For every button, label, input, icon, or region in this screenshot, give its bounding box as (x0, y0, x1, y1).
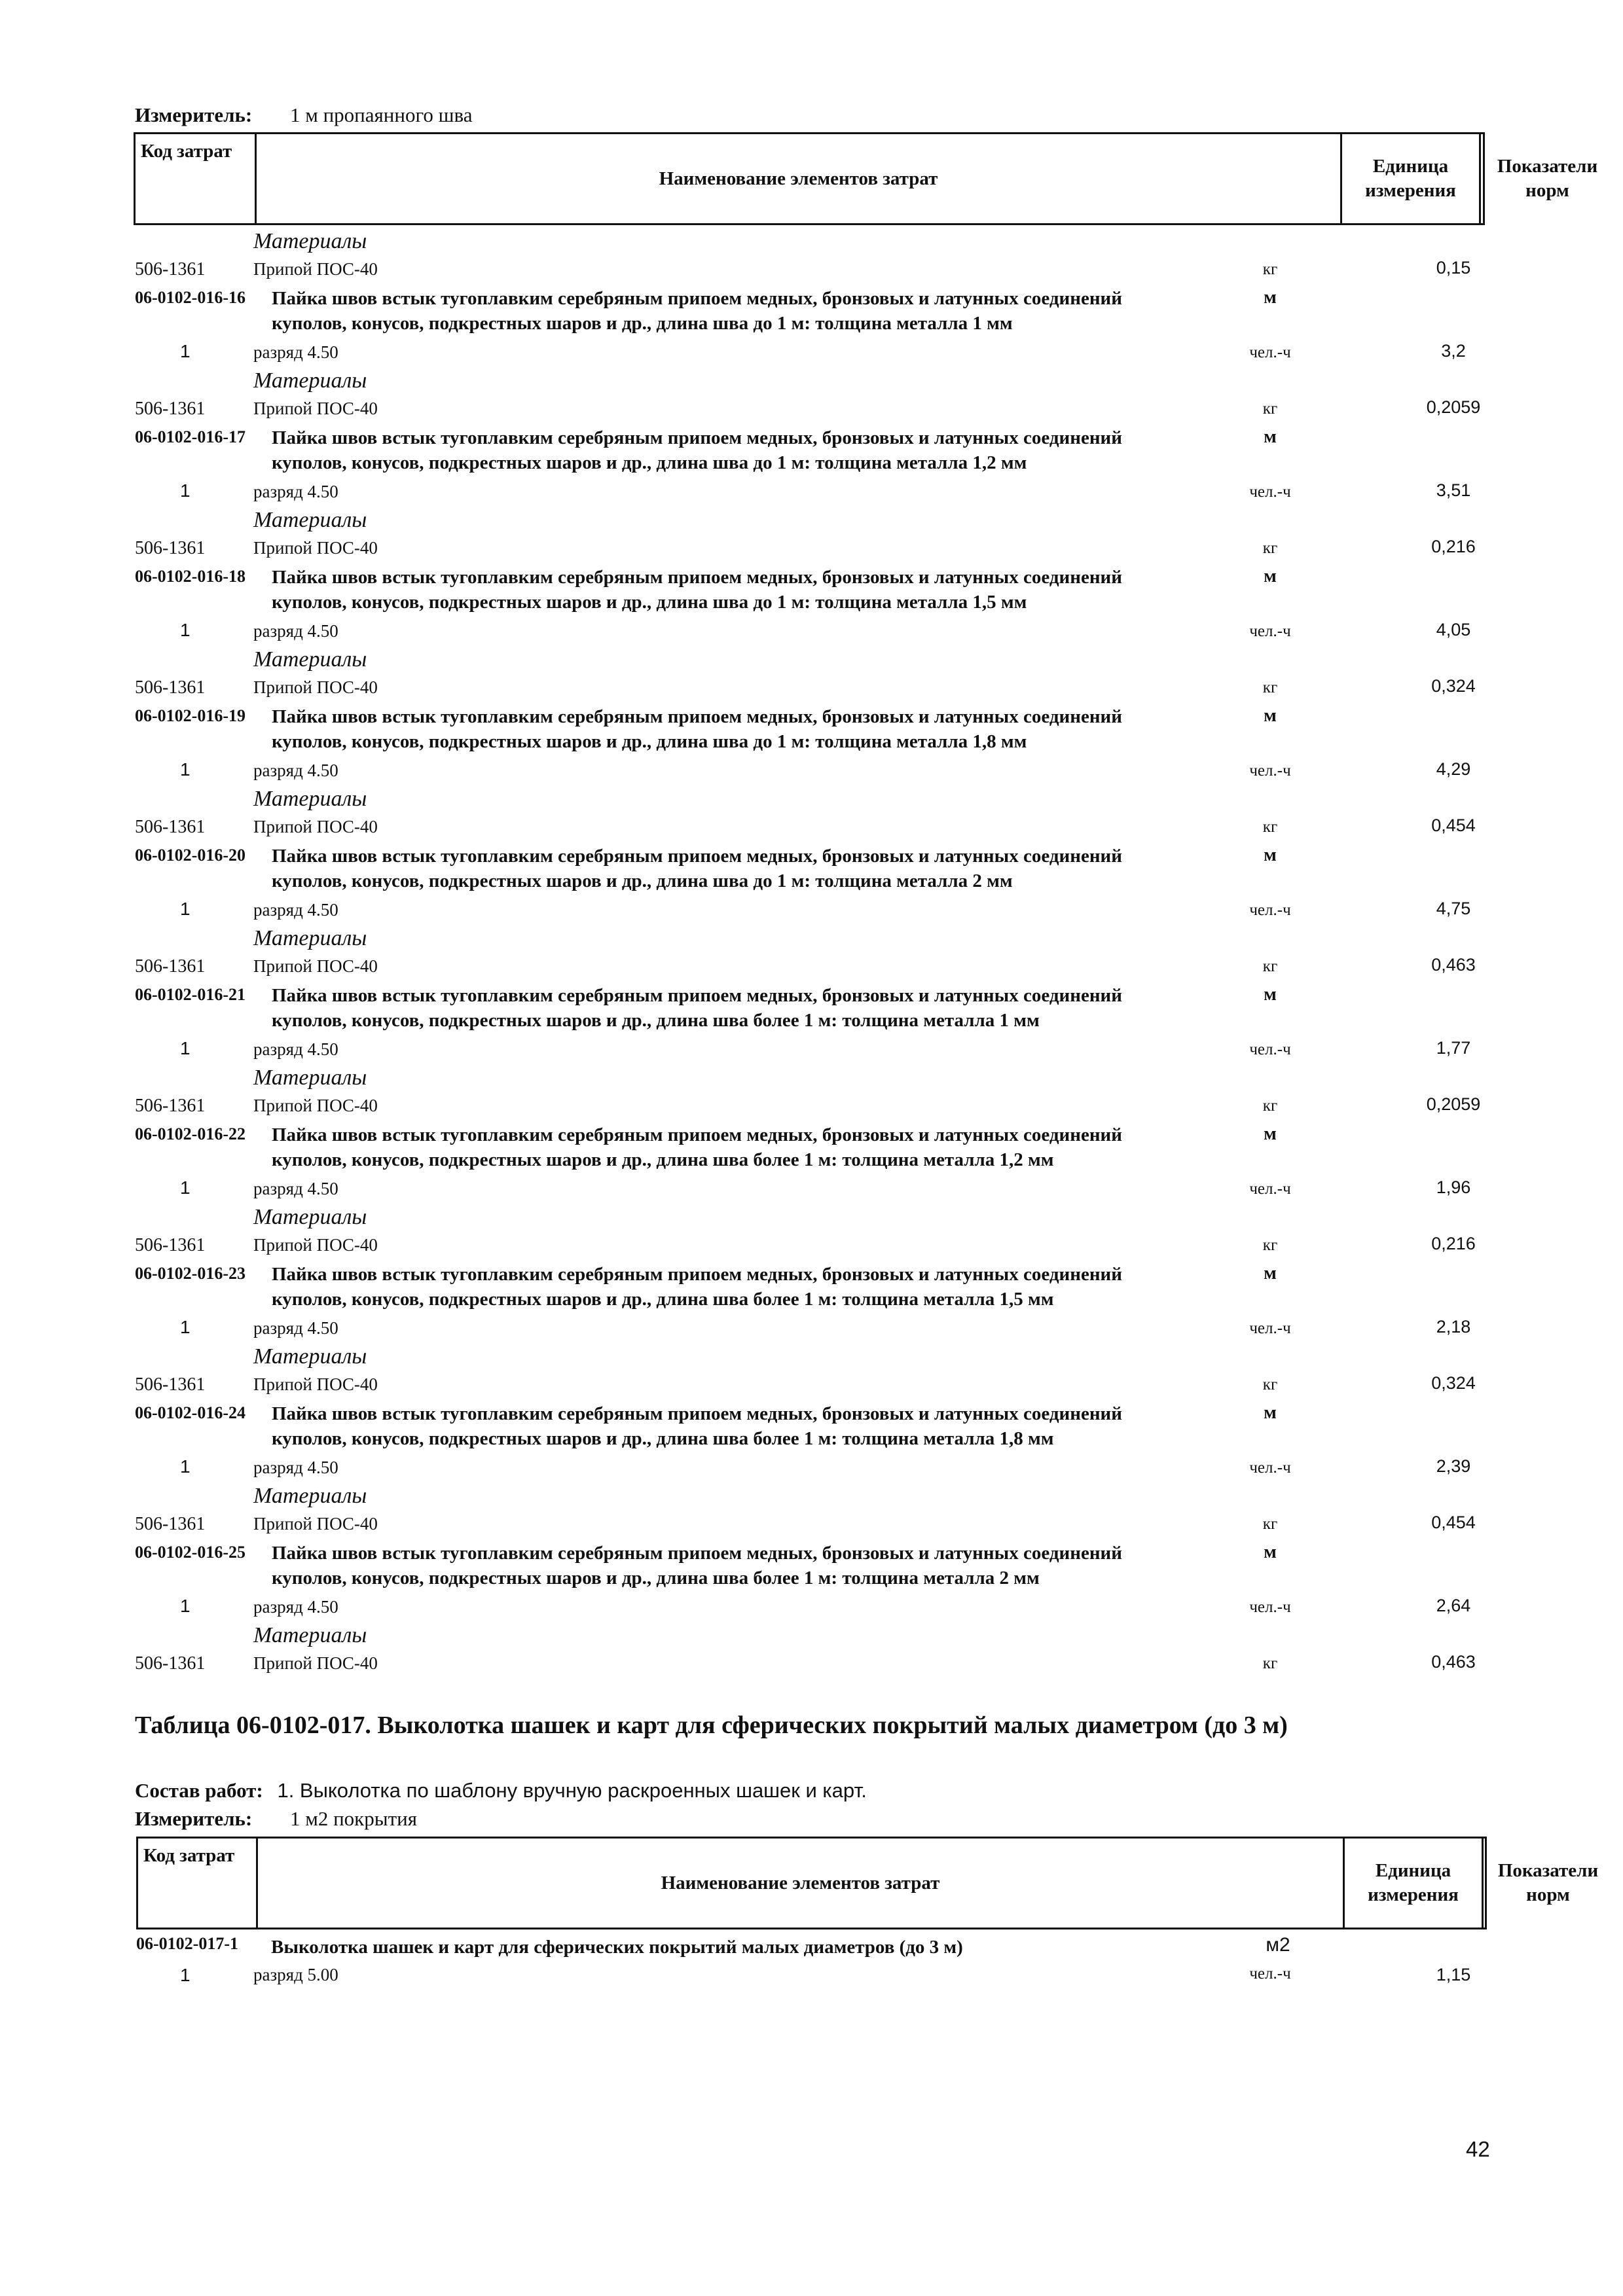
resource-name: Припой ПОС-40 (253, 1235, 378, 1255)
worker-unit: чел.-ч (1249, 762, 1291, 780)
resource-name: Припой ПОС-40 (253, 1514, 378, 1534)
measure-label: Измеритель: (135, 103, 253, 126)
resource-value: 0,2059 (1426, 1094, 1481, 1114)
table2-worker-name: разряд 5.00 (253, 1965, 338, 1984)
worker-unit: чел.-ч (1249, 1041, 1291, 1058)
materials-heading: Материалы (253, 508, 367, 532)
resource-unit: кг (1262, 539, 1278, 557)
worker-code: 1 (180, 1596, 191, 1616)
norm-title-line2: куполов, конусов, подкрестных шаров и др., длина шва более 1 м: толщина металла 1 мм (272, 1010, 1040, 1031)
norm-title-line1: Пайка швов встык тугоплавким серебряным припоем медных, бронзовых и латунных соединений (272, 1543, 1122, 1564)
norm-title-line2: куполов, конусов, подкрестных шаров и др., длина шва более 1 м: толщина металла 1,2 мм (272, 1149, 1054, 1170)
worker-code: 1 (180, 620, 191, 640)
norm-unit: м (1264, 705, 1277, 726)
resource-unit: кг (1262, 679, 1278, 696)
norm-title-line1: Пайка швов встык тугоплавким серебряным припоем медных, бронзовых и латунных соединений (272, 706, 1122, 727)
worker-grade: разряд 4.50 (253, 1179, 338, 1198)
resource-unit: кг (1262, 1515, 1278, 1533)
norm-title-line1: Пайка швов встык тугоплавким серебряным припоем медных, бронзовых и латунных соединений (272, 427, 1122, 448)
worker-unit: чел.-ч (1249, 1598, 1291, 1616)
measure-value: 1 м пропаянного шва (289, 103, 473, 126)
header-norm: Показатели норм (1479, 134, 1614, 223)
norm-title-line2: куполов, конусов, подкрестных шаров и др., длина шва до 1 м: толщина металла 1,8 мм (272, 731, 1027, 752)
header-name: Наименование элементов затрат (255, 134, 1340, 223)
table2-sostav (135, 1779, 867, 1803)
resource-name: Припой ПОС-40 (253, 956, 378, 976)
resource-code: 506-1361 (135, 677, 206, 698)
worker-unit: чел.-ч (1249, 344, 1291, 361)
resource-value: 0,454 (1431, 816, 1476, 835)
measure-value-2: 1 м2 покрытия (289, 1807, 417, 1830)
table2-worker-unit: чел.-ч (1249, 1965, 1291, 1982)
resource-unit: кг (1262, 1655, 1278, 1672)
resource-name: Припой ПОС-40 (253, 399, 378, 418)
resource-code: 506-1361 (135, 956, 206, 977)
header-unit: Единица измерения (1340, 134, 1479, 223)
resource-value: 0,2059 (1426, 397, 1481, 417)
norm-title-line1: Пайка швов встык тугоплавким серебряным припоем медных, бронзовых и латунных соединений (272, 1264, 1122, 1285)
table2-measure (135, 1807, 417, 1831)
resource-value: 0,324 (1431, 676, 1476, 696)
norm-title-line2: куполов, конусов, подкрестных шаров и др., длина шва более 1 м: толщина металла 1,8 мм (272, 1428, 1054, 1449)
norm-code: 06-0102-016-20 (135, 846, 246, 865)
worker-grade: разряд 4.50 (253, 621, 338, 641)
worker-value: 1,96 (1436, 1177, 1471, 1197)
worker-grade: разряд 4.50 (253, 1597, 338, 1617)
table2-worker-value: 1,15 (1436, 1965, 1471, 1984)
norm-title-line2: куполов, конусов, подкрестных шаров и др., длина шва до 1 м: толщина металла 1,2 мм (272, 452, 1027, 473)
norm-code: 06-0102-016-21 (135, 985, 246, 1004)
norm-title-line1: Пайка швов встык тугоплавким серебряным припоем медных, бронзовых и латунных соединений (272, 288, 1122, 309)
resource-code: 506-1361 (135, 259, 206, 279)
resource-name: Припой ПОС-40 (253, 1096, 378, 1115)
norm-unit: м (1264, 1402, 1277, 1423)
worker-value: 2,64 (1436, 1596, 1471, 1615)
worker-value: 2,18 (1436, 1317, 1471, 1336)
materials-heading: Материалы (253, 1344, 367, 1369)
norm-unit: м (1264, 1541, 1277, 1562)
table2-worker-code: 1 (180, 1965, 191, 1985)
norm-code: 06-0102-016-18 (135, 567, 246, 586)
resource-unit: кг (1262, 1376, 1278, 1393)
materials-heading: Материалы (253, 647, 367, 672)
worker-code: 1 (180, 1177, 191, 1198)
worker-grade: разряд 4.50 (253, 482, 338, 501)
norm-unit: м (1264, 984, 1277, 1005)
norm-unit: м (1264, 565, 1277, 586)
worker-code: 1 (180, 759, 191, 780)
resource-value: 0,454 (1431, 1513, 1476, 1532)
norm-title-line2: куполов, конусов, подкрестных шаров и др., длина шва до 1 м: толщина металла 1,5 мм (272, 592, 1027, 613)
resource-code: 506-1361 (135, 1653, 206, 1674)
worker-value: 4,29 (1436, 759, 1471, 779)
worker-value: 3,51 (1436, 480, 1471, 500)
header2-norm: Показатели норм (1482, 1839, 1613, 1928)
sostav-label: Состав работ: (135, 1779, 263, 1802)
worker-value: 4,05 (1436, 620, 1471, 639)
worker-grade: разряд 4.50 (253, 761, 338, 780)
resource-code: 506-1361 (135, 1235, 206, 1255)
worker-unit: чел.-ч (1249, 622, 1291, 640)
materials-heading: Материалы (253, 229, 367, 253)
sostav-value: 1. Выколотка по шаблону вручную раскроенных шашек и карт. (277, 1779, 867, 1802)
table2-header (136, 1837, 1599, 1929)
norm-code: 06-0102-016-16 (135, 288, 246, 307)
norm-code: 06-0102-016-25 (135, 1543, 246, 1562)
norm-unit: м (1264, 426, 1277, 447)
norm-title-line2: куполов, конусов, подкрестных шаров и др., длина шва до 1 м: толщина металла 1 мм (272, 313, 1013, 334)
measure-label-2: Измеритель: (135, 1807, 253, 1830)
norm-title-line1: Пайка швов встык тугоплавким серебряным припоем медных, бронзовых и латунных соединений (272, 846, 1122, 867)
worker-grade: разряд 4.50 (253, 900, 338, 920)
worker-code: 1 (180, 341, 191, 361)
resource-name: Припой ПОС-40 (253, 1653, 378, 1673)
norm-code: 06-0102-016-23 (135, 1264, 246, 1283)
resource-value: 0,463 (1431, 955, 1476, 975)
norm-unit: м (1264, 287, 1277, 308)
table2-norm-unit: м2 (1266, 1934, 1290, 1956)
worker-unit: чел.-ч (1249, 1180, 1291, 1198)
resource-value: 0,463 (1431, 1652, 1476, 1672)
worker-grade: разряд 4.50 (253, 342, 338, 362)
resource-unit: кг (1262, 400, 1278, 418)
resource-code: 506-1361 (135, 1096, 206, 1116)
materials-heading: Материалы (253, 1623, 367, 1647)
resource-code: 506-1361 (135, 1514, 206, 1534)
measure-line (135, 103, 473, 127)
resource-code: 506-1361 (135, 538, 206, 558)
resource-value: 0,216 (1431, 537, 1476, 556)
worker-grade: разряд 4.50 (253, 1039, 338, 1059)
worker-code: 1 (180, 1456, 191, 1477)
resource-name: Припой ПОС-40 (253, 1374, 378, 1394)
norm-title-line1: Пайка швов встык тугоплавким серебряным припоем медных, бронзовых и латунных соединений (272, 1403, 1122, 1424)
norm-title-line1: Пайка швов встык тугоплавким серебряным припоем медных, бронзовых и латунных соединений (272, 1124, 1122, 1145)
resource-code: 506-1361 (135, 399, 206, 419)
norm-title-line1: Пайка швов встык тугоплавким серебряным припоем медных, бронзовых и латунных соединений (272, 985, 1122, 1006)
worker-value: 3,2 (1441, 341, 1466, 361)
table2-norm-code: 06-0102-017-1 (136, 1934, 238, 1953)
worker-value: 4,75 (1436, 899, 1471, 918)
header2-name: Наименование элементов затрат (256, 1839, 1343, 1928)
resource-name: Припой ПОС-40 (253, 817, 378, 836)
header2-unit: Единица измерения (1343, 1839, 1482, 1928)
resource-name: Припой ПОС-40 (253, 538, 378, 558)
norm-title-line2: куполов, конусов, подкрестных шаров и др., длина шва более 1 м: толщина металла 2 мм (272, 1568, 1040, 1588)
norm-title-line1: Пайка швов встык тугоплавким серебряным припоем медных, бронзовых и латунных соединений (272, 567, 1122, 588)
worker-value: 1,77 (1436, 1038, 1471, 1058)
worker-grade: разряд 4.50 (253, 1458, 338, 1477)
worker-code: 1 (180, 1038, 191, 1058)
norm-unit: м (1264, 1123, 1277, 1144)
resource-unit: кг (1262, 1097, 1278, 1115)
worker-unit: чел.-ч (1249, 1319, 1291, 1337)
materials-heading: Материалы (253, 1205, 367, 1229)
header2-code: Код затрат (143, 1845, 235, 1866)
resource-name: Припой ПОС-40 (253, 259, 378, 279)
norm-title-line2: куполов, конусов, подкрестных шаров и др., длина шва до 1 м: толщина металла 2 мм (272, 870, 1013, 891)
resource-name: Припой ПОС-40 (253, 677, 378, 697)
resource-code: 506-1361 (135, 1374, 206, 1395)
resource-unit: кг (1262, 818, 1278, 836)
materials-heading: Материалы (253, 787, 367, 811)
resource-unit: кг (1262, 958, 1278, 975)
worker-grade: разряд 4.50 (253, 1318, 338, 1338)
resource-code: 506-1361 (135, 817, 206, 837)
norm-code: 06-0102-016-19 (135, 706, 246, 725)
materials-heading: Материалы (253, 926, 367, 950)
page-number: 42 (1466, 2137, 1490, 2161)
table-header (134, 132, 1598, 225)
header-code: Код затрат (141, 141, 232, 162)
worker-code: 1 (180, 1317, 191, 1337)
norm-unit: м (1264, 1263, 1277, 1283)
materials-heading: Материалы (253, 1484, 367, 1508)
resource-value: 0,324 (1431, 1373, 1476, 1393)
worker-unit: чел.-ч (1249, 901, 1291, 919)
norm-code: 06-0102-016-17 (135, 427, 246, 446)
worker-code: 1 (180, 480, 191, 501)
resource-unit: кг (1262, 260, 1278, 278)
table2-title: Таблица 06-0102-017. Выколотка шашек и карт для сферических покрытий малых диаметром (до 3 м) (135, 1712, 1288, 1739)
worker-unit: чел.-ч (1249, 483, 1291, 501)
resource-unit: кг (1262, 1236, 1278, 1254)
materials-heading: Материалы (253, 1066, 367, 1090)
worker-code: 1 (180, 899, 191, 919)
norm-unit: м (1264, 844, 1277, 865)
norm-code: 06-0102-016-22 (135, 1124, 246, 1143)
table2-norm-name: Выколотка шашек и карт для сферических покрытий малых диаметров (до 3 м) (271, 1937, 963, 1958)
worker-unit: чел.-ч (1249, 1459, 1291, 1477)
materials-heading: Материалы (253, 368, 367, 393)
resource-value: 0,15 (1436, 258, 1471, 278)
worker-value: 2,39 (1436, 1456, 1471, 1476)
norm-code: 06-0102-016-24 (135, 1403, 246, 1422)
resource-value: 0,216 (1431, 1234, 1476, 1253)
norm-title-line2: куполов, конусов, подкрестных шаров и др., длина шва более 1 м: толщина металла 1,5 мм (272, 1289, 1054, 1310)
